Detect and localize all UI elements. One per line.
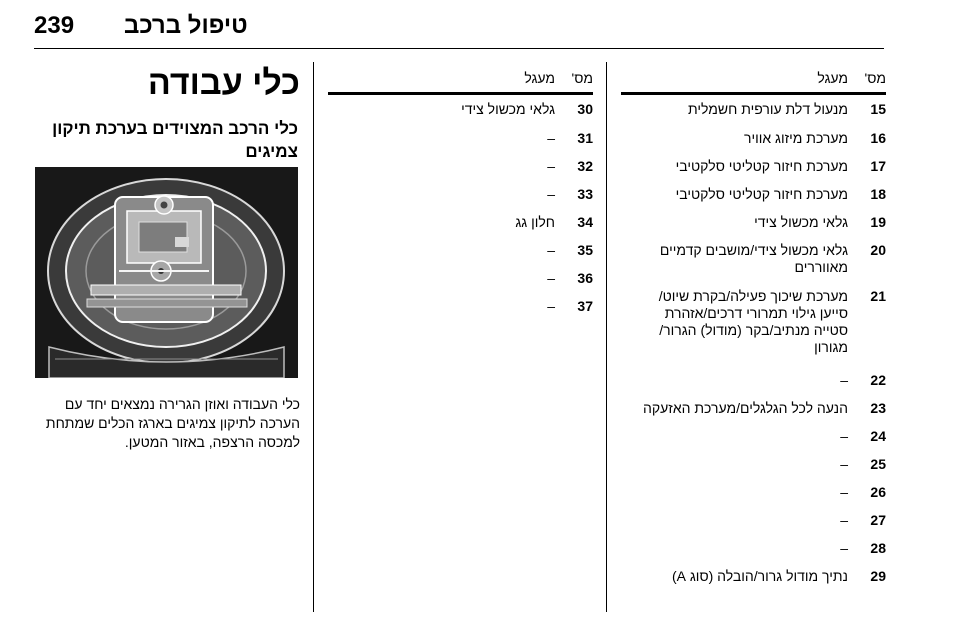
- header-rule: [328, 92, 593, 95]
- fuse-circuit: מנעול דלת עורפית חשמלית: [687, 101, 848, 117]
- fuse-circuit: –: [840, 372, 848, 388]
- fuse-number: 16: [870, 130, 886, 146]
- table-row: [328, 242, 593, 270]
- fuse-number: 24: [870, 428, 886, 444]
- fuse-circuit: –: [840, 540, 848, 556]
- tool-kit-illustration: [35, 167, 298, 378]
- fuse-number: 33: [577, 186, 593, 202]
- fuse-circuit: –: [840, 484, 848, 500]
- table-row: [328, 158, 593, 186]
- header-rule: [34, 48, 884, 49]
- table-row: [328, 101, 593, 130]
- fuse-number: 32: [577, 158, 593, 174]
- fuse-circuit: מערכת חיזור קטליטי סלקטיבי: [675, 186, 848, 202]
- fuse-circuit: נתיך מודול גרור/הובלה (סוג A): [671, 568, 848, 584]
- header-circuit: מעגל: [817, 70, 848, 86]
- page-number: 239: [34, 12, 75, 39]
- fuse-number: 26: [870, 484, 886, 500]
- fuse-circuit: חלון גג: [515, 214, 555, 230]
- table-row: [621, 372, 886, 400]
- fuse-number: 35: [577, 242, 593, 258]
- fuse-circuit: גלאי מכשול צידי: [754, 214, 848, 230]
- fuse-circuit: –: [547, 270, 555, 286]
- table-row: [621, 242, 886, 288]
- table-row: [621, 428, 886, 456]
- table-row: [621, 130, 886, 158]
- fuse-circuit: –: [547, 186, 555, 202]
- table-row: [621, 512, 886, 540]
- header-circuit: מעגל: [524, 70, 555, 86]
- table-row: [328, 130, 593, 158]
- running-title: טיפול ברכב: [124, 12, 248, 39]
- fuse-circuit: –: [547, 242, 555, 258]
- fuse-table-middle: [328, 66, 593, 326]
- table-row: [621, 456, 886, 484]
- fuse-circuit: גלאי מכשול צידי: [461, 101, 555, 117]
- fuse-circuit: מערכת חיזור קטליטי סלקטיבי: [675, 158, 848, 174]
- section-title: כלי עבודה: [147, 64, 300, 102]
- table-row: [621, 288, 886, 372]
- fuse-number: 17: [870, 158, 886, 174]
- fuse-table-right: [621, 66, 886, 596]
- fuse-number: 36: [577, 270, 593, 286]
- fuse-circuit: מערכת מיזוג אוויר: [743, 130, 848, 146]
- fuse-number: 20: [870, 242, 886, 258]
- section-subtitle: כלי הרכב המצוידים בערכת תיקון צמיגים: [52, 119, 298, 161]
- header-no: מס': [864, 70, 886, 86]
- table-row: [328, 214, 593, 242]
- tool-kit-drawing: [35, 167, 298, 378]
- fuse-number: 22: [870, 372, 886, 388]
- fuse-number: 37: [577, 298, 593, 314]
- table-row: [621, 568, 886, 596]
- fuse-number: 18: [870, 186, 886, 202]
- fuse-number: 30: [577, 101, 593, 117]
- header-rule: [621, 92, 886, 95]
- fuse-circuit: –: [547, 158, 555, 174]
- fuse-number: 28: [870, 540, 886, 556]
- table-row: [621, 214, 886, 242]
- fuse-number: 34: [577, 214, 593, 230]
- header-no: מס': [571, 70, 593, 86]
- fuse-circuit: –: [547, 130, 555, 146]
- fuse-number: 25: [870, 456, 886, 472]
- table-row: [621, 186, 886, 214]
- fuse-circuit: –: [840, 456, 848, 472]
- table-row: [621, 158, 886, 186]
- table-row: [621, 484, 886, 512]
- fuse-circuit: גלאי מכשול צידי/מושבים קדמיים מאווררים: [659, 242, 848, 275]
- fuse-number: 21: [870, 288, 886, 304]
- fuse-number: 23: [870, 400, 886, 416]
- table-header: [328, 66, 593, 92]
- fuse-number: 27: [870, 512, 886, 528]
- section-body: כלי העבודה ואוזן הגרירה נמצאים יחד עם הערכה לתיקון צמיגים בארגז הכלים שמתחת למכסה הרצפה, באזור המטען.: [45, 396, 300, 450]
- table-row: [328, 270, 593, 298]
- table-row: [328, 186, 593, 214]
- page-header: [34, 10, 884, 52]
- column-divider-right: [606, 62, 607, 612]
- table-row: [621, 540, 886, 568]
- fuse-number: 31: [577, 130, 593, 146]
- fuse-circuit: –: [840, 512, 848, 528]
- fuse-number: 15: [870, 101, 886, 117]
- fuse-circuit: הנעה לכל הגלגלים/מערכת האזעקה: [643, 400, 848, 416]
- table-row: [621, 400, 886, 428]
- fuse-circuit: מערכת שיכוך פעילה/בקרת שיוט/ סייען גילוי תמרורי דרכים/אזהרת סטייה מנתיב/בקר (מודול) הגרור/ מגורון: [658, 288, 848, 355]
- column-divider-left: [313, 62, 314, 612]
- fuse-number: 19: [870, 214, 886, 230]
- table-row: [621, 101, 886, 130]
- fuse-circuit: –: [547, 298, 555, 314]
- table-row: [328, 298, 593, 326]
- fuse-number: 29: [870, 568, 886, 584]
- table-header: [621, 66, 886, 92]
- fuse-circuit: –: [840, 428, 848, 444]
